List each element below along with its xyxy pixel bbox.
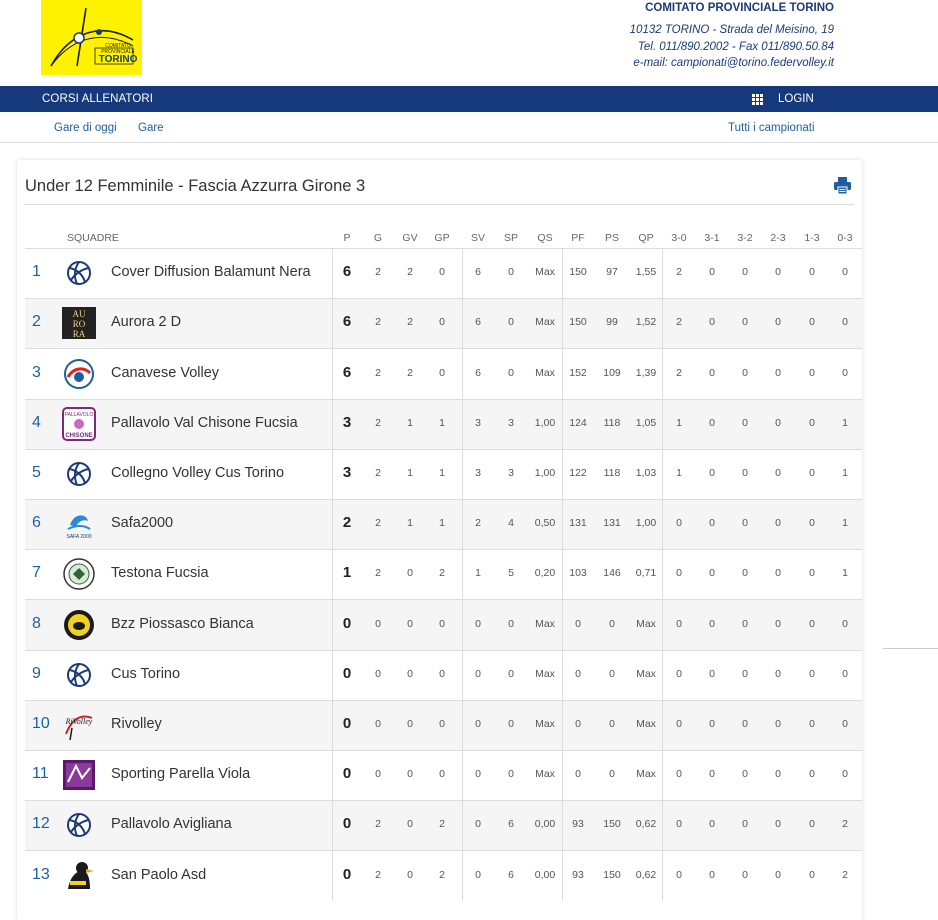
stat-cell: 0 [575, 768, 581, 781]
team-name[interactable]: Testona Fucsia [111, 565, 209, 582]
stat-cell: 0 [742, 466, 748, 479]
stat-cell: 0 [375, 667, 381, 680]
rank-number: 8 [32, 614, 41, 632]
logo-line-2: PROVINCIALE [101, 48, 135, 55]
stat-cell: 124 [569, 416, 587, 429]
stat-cell: 0 [709, 416, 715, 429]
stat-cell: 93 [572, 818, 584, 831]
stat-cell: 2 [439, 567, 445, 580]
stat-cell: 0 [709, 667, 715, 680]
stat-cell: 0 [809, 366, 815, 379]
column-header: SP [503, 232, 518, 244]
stat-cell: 0 [676, 517, 682, 530]
login-label: LOGIN [778, 93, 814, 105]
team-logo [62, 407, 96, 441]
stat-cell: 0 [407, 768, 413, 781]
stat-cell: 0 [407, 617, 413, 630]
column-separator [562, 248, 563, 901]
federvolley-logo[interactable] [41, 0, 142, 75]
stat-cell: 0 [742, 316, 748, 329]
stat-cell: 0 [775, 717, 781, 730]
stat-cell: 0 [775, 517, 781, 530]
stat-cell: 2 [676, 266, 682, 279]
stat-cell: 0 [508, 667, 514, 680]
stat-cell: 1 [676, 416, 682, 429]
column-header: 3-0 [671, 232, 687, 244]
points: 0 [342, 765, 352, 783]
stat-cell: 0 [508, 717, 514, 730]
stat-cell: Max [636, 667, 656, 680]
stat-cell: 0 [439, 617, 445, 630]
logo-line-3: TORINO [98, 54, 138, 65]
column-header: GP [434, 232, 450, 244]
stat-cell: 0 [439, 717, 445, 730]
column-header: QP [638, 232, 654, 244]
stat-cell: 0 [809, 868, 815, 881]
stat-cell: 2 [375, 416, 381, 429]
team-logo [62, 306, 96, 340]
points: 3 [342, 463, 352, 481]
stat-cell: 0 [407, 567, 413, 580]
rank-number: 10 [32, 714, 50, 732]
stat-cell: 131 [569, 517, 587, 530]
logo-text [96, 44, 140, 65]
stat-cell: 2 [375, 266, 381, 279]
stat-cell: 0 [742, 517, 748, 530]
stat-cell: 0 [475, 717, 481, 730]
stat-cell: 0 [575, 667, 581, 680]
stat-cell: 1,52 [635, 316, 657, 329]
rank-number: 11 [32, 765, 49, 783]
stat-cell: 0 [407, 818, 413, 831]
stat-cell: 2 [375, 366, 381, 379]
rank-number: 12 [32, 815, 50, 833]
stat-cell: 0 [709, 366, 715, 379]
svg-text:SAFA 2000: SAFA 2000 [66, 534, 92, 541]
stat-cell: 0 [407, 667, 413, 680]
stat-cell: 0 [775, 868, 781, 881]
team-name[interactable]: Pallavolo Val Chisone Fucsia [111, 414, 298, 431]
stat-cell: 0 [709, 266, 715, 279]
stat-cell: 0 [842, 768, 848, 781]
points: 6 [342, 313, 352, 331]
stat-cell: 150 [569, 266, 587, 279]
stat-cell: 4 [508, 517, 514, 530]
stat-cell: 0 [742, 768, 748, 781]
stat-cell: 1 [842, 416, 848, 429]
stat-cell: 0 [709, 818, 715, 831]
stat-cell: 6 [508, 868, 514, 881]
stat-cell: 131 [603, 517, 621, 530]
team-logo [62, 507, 96, 541]
title-divider [25, 204, 854, 205]
team-name[interactable]: Cover Diffusion Balamunt Nera [111, 264, 311, 281]
stat-cell: 1,55 [635, 266, 657, 279]
column-separator [662, 248, 663, 901]
stat-cell: 0 [809, 567, 815, 580]
stat-cell: 0 [709, 717, 715, 730]
contact-block [534, 2, 834, 72]
stat-cell: 1 [439, 416, 445, 429]
stat-cell: Max [535, 667, 555, 680]
phone-fax: Tel. 011/890.2002 - Fax 011/890.50.84 [637, 40, 834, 53]
rank-number: 1 [32, 263, 41, 281]
stat-cell: 6 [475, 366, 481, 379]
stat-cell: 3 [508, 466, 514, 479]
stat-cell: 0 [775, 667, 781, 680]
svg-text:RA: RA [72, 329, 86, 340]
svg-text:RiVolley: RiVolley [65, 716, 93, 726]
stat-cell: 0 [742, 366, 748, 379]
stat-cell: 0 [609, 667, 615, 680]
stat-cell: 0 [742, 567, 748, 580]
stat-cell: 0 [809, 818, 815, 831]
rank-number: 13 [32, 865, 50, 883]
stat-cell: 2 [375, 316, 381, 329]
stat-cell: 3 [508, 416, 514, 429]
stat-cell: 0 [775, 567, 781, 580]
stat-cell: Max [535, 717, 555, 730]
stat-cell: 0 [475, 868, 481, 881]
column-header: 0-3 [837, 232, 853, 244]
stat-cell: 0 [742, 667, 748, 680]
column-separator [332, 248, 333, 901]
stat-cell: 0 [475, 768, 481, 781]
column-header: P [343, 232, 351, 244]
stat-cell: 1 [439, 466, 445, 479]
points: 6 [342, 263, 352, 281]
team-name[interactable]: Bzz Piossasco Bianca [111, 615, 254, 632]
column-header: QS [537, 232, 553, 244]
stat-cell: Max [535, 768, 555, 781]
column-header: PF [571, 232, 585, 244]
stat-cell: 0 [742, 868, 748, 881]
points: 0 [342, 614, 352, 632]
stat-cell: 1 [407, 466, 413, 479]
stat-cell: 0 [709, 768, 715, 781]
sub-navbar [0, 112, 938, 143]
stat-cell: 2 [375, 818, 381, 831]
column-header: 3-2 [737, 232, 753, 244]
stat-cell: 1,05 [635, 416, 657, 429]
stat-cell: 0 [809, 717, 815, 730]
stat-cell: 2 [375, 466, 381, 479]
stat-cell: 93 [572, 868, 584, 881]
rank-number: 4 [32, 413, 41, 431]
stat-cell: Max [535, 266, 555, 279]
stat-cell: 0 [676, 667, 682, 680]
team-logo [62, 557, 96, 591]
rank-number: 7 [32, 564, 41, 582]
svg-text:AU: AU [72, 309, 86, 320]
team-logo [62, 457, 96, 491]
team-name[interactable]: San Paolo Asd [111, 866, 207, 883]
column-header: G [373, 232, 383, 244]
stat-cell: 2 [842, 868, 848, 881]
stat-cell: 0 [775, 316, 781, 329]
stat-cell: 1 [407, 416, 413, 429]
stat-cell: 0 [439, 266, 445, 279]
points: 3 [342, 413, 352, 431]
stat-cell: 0 [775, 366, 781, 379]
rank-number: 5 [32, 463, 41, 481]
svg-text:PALLAVOLO: PALLAVOLO [64, 411, 94, 418]
stat-cell: 2 [375, 868, 381, 881]
points: 0 [342, 865, 352, 883]
team-name[interactable]: Sporting Parella Viola [111, 766, 251, 783]
stat-cell: 0,62 [635, 868, 657, 881]
team-logo [62, 256, 96, 290]
stat-cell: 0 [475, 667, 481, 680]
stat-cell: 3 [475, 466, 481, 479]
stat-cell: 0 [709, 567, 715, 580]
team-logo [62, 859, 96, 893]
stat-cell: 0 [742, 717, 748, 730]
stat-cell: 99 [606, 316, 618, 329]
stat-cell: 0 [575, 717, 581, 730]
stat-cell: 1,39 [635, 366, 657, 379]
stat-cell: 2 [375, 567, 381, 580]
points: 0 [342, 714, 352, 732]
stat-cell: 2 [407, 316, 413, 329]
stat-cell: 122 [569, 466, 587, 479]
stat-cell: 118 [603, 466, 621, 479]
stat-cell: 0 [375, 717, 381, 730]
stat-cell: 150 [569, 316, 587, 329]
stat-cell: 0 [809, 266, 815, 279]
site-header [0, 0, 938, 86]
stat-cell: 0 [609, 768, 615, 781]
stat-cell: 0 [439, 768, 445, 781]
logo-line-1: COMITATO [105, 43, 131, 49]
stat-cell: 0 [775, 266, 781, 279]
stat-cell: 0 [809, 316, 815, 329]
stat-cell: 2 [676, 366, 682, 379]
stat-cell: 0 [439, 366, 445, 379]
stat-cell: 1 [407, 517, 413, 530]
login-button[interactable] [752, 93, 814, 105]
stat-cell: 0 [609, 617, 615, 630]
team-logo [62, 608, 96, 642]
stat-cell: Max [535, 617, 555, 630]
link-gare-di-oggi[interactable]: Gare di oggi [54, 122, 117, 134]
email[interactable]: e-mail: campionati@torino.federvolley.it [633, 57, 834, 69]
stat-cell: 2 [407, 366, 413, 379]
org-name: COMITATO PROVINCIALE TORINO [645, 2, 834, 14]
stat-cell: 1 [842, 517, 848, 530]
stat-cell: 0 [809, 617, 815, 630]
stat-cell: 2 [439, 868, 445, 881]
team-logo [62, 708, 96, 742]
stat-cell: 0,50 [534, 517, 556, 530]
stat-cell: Max [636, 717, 656, 730]
print-icon[interactable] [834, 177, 851, 194]
stat-cell: 0 [742, 617, 748, 630]
stat-cell: Max [636, 617, 656, 630]
panel-title: Under 12 Femminile - Fascia Azzurra Girone 3 [25, 177, 366, 195]
stat-cell: 0 [809, 416, 815, 429]
link-gare[interactable]: Gare [138, 122, 164, 134]
stat-cell: 1 [475, 567, 481, 580]
stat-cell: 0 [508, 768, 514, 781]
team-logo [62, 658, 96, 692]
stat-cell: Max [636, 768, 656, 781]
stat-cell: 0 [842, 667, 848, 680]
stat-cell: 118 [603, 416, 621, 429]
points: 6 [342, 363, 352, 381]
stat-cell: 1,00 [534, 466, 556, 479]
stat-cell: 0 [475, 617, 481, 630]
stat-cell: 0 [407, 717, 413, 730]
column-header: SQUADRE [67, 232, 119, 244]
stat-cell: 0 [676, 868, 682, 881]
stat-cell: 0 [676, 818, 682, 831]
stat-cell: 0 [709, 617, 715, 630]
stat-cell: 0 [842, 617, 848, 630]
team-name[interactable]: Aurora 2 D [111, 314, 182, 331]
stat-cell: 3 [475, 416, 481, 429]
stat-cell: 0 [775, 818, 781, 831]
nav-corsi-allenatori[interactable]: CORSI ALLENATORI [42, 93, 154, 105]
stat-cell: 0 [809, 667, 815, 680]
team-name[interactable]: Rivolley [111, 715, 162, 732]
stat-cell: 0 [575, 617, 581, 630]
stat-cell: 0 [375, 617, 381, 630]
column-header: 1-3 [804, 232, 820, 244]
rank-number: 9 [32, 664, 41, 682]
stat-cell: 2 [407, 266, 413, 279]
address: 10132 TORINO - Strada del Meisino, 19 [629, 24, 834, 36]
stat-cell: 0 [475, 818, 481, 831]
column-header: 3-1 [704, 232, 720, 244]
stat-cell: 0 [508, 366, 514, 379]
rank-number: 3 [32, 363, 41, 381]
stat-cell: 0,71 [635, 567, 657, 580]
team-logo [62, 758, 96, 792]
stat-cell: 0 [842, 366, 848, 379]
grid-icon [752, 94, 763, 105]
team-name[interactable]: Safa2000 [111, 515, 174, 532]
stat-cell: 1 [842, 466, 848, 479]
stat-cell: 0 [775, 466, 781, 479]
stat-cell: 146 [603, 567, 621, 580]
stat-cell: 0 [775, 617, 781, 630]
stat-cell: Max [535, 316, 555, 329]
link-tutti-i-campionati[interactable]: Tutti i campionati [728, 122, 815, 134]
stat-cell: 0 [439, 667, 445, 680]
stat-cell: 109 [603, 366, 621, 379]
stat-cell: 0 [676, 567, 682, 580]
stat-cell: 0,00 [534, 818, 556, 831]
team-name[interactable]: Collegno Volley Cus Torino [111, 464, 285, 481]
stat-cell: 0 [742, 818, 748, 831]
stat-cell: 0 [842, 316, 848, 329]
column-header: GV [402, 232, 418, 244]
stat-cell: 2 [842, 818, 848, 831]
stat-cell: 0 [609, 717, 615, 730]
stat-cell: 0 [676, 617, 682, 630]
stat-cell: 103 [569, 567, 587, 580]
team-name[interactable]: Cus Torino [111, 665, 181, 682]
points: 2 [342, 514, 352, 532]
stat-cell: 0,20 [534, 567, 556, 580]
stat-cell: 0 [676, 717, 682, 730]
stat-cell: Max [535, 366, 555, 379]
stat-cell: 0 [375, 768, 381, 781]
points: 0 [342, 815, 352, 833]
stat-cell: 0 [508, 617, 514, 630]
svg-text:CHISONE: CHISONE [65, 432, 93, 439]
stat-cell: 2 [676, 316, 682, 329]
stat-cell: 6 [475, 266, 481, 279]
svg-text:RO: RO [72, 319, 86, 330]
side-divider [883, 648, 938, 649]
stat-cell: 0 [709, 517, 715, 530]
points: 1 [342, 564, 352, 582]
column-header: 2-3 [770, 232, 786, 244]
team-name[interactable]: Pallavolo Avigliana [111, 816, 232, 833]
stat-cell: 1,03 [635, 466, 657, 479]
stat-cell: 0 [842, 266, 848, 279]
stat-cell: 1,00 [635, 517, 657, 530]
team-logo [62, 357, 96, 391]
stat-cell: 0,62 [635, 818, 657, 831]
stat-cell: 0 [407, 868, 413, 881]
main-navbar [0, 86, 938, 112]
stat-cell: 0 [809, 517, 815, 530]
column-header: SV [470, 232, 485, 244]
stat-cell: 0 [742, 266, 748, 279]
stat-cell: 0,00 [534, 868, 556, 881]
stat-cell: 0 [775, 768, 781, 781]
stat-cell: 2 [475, 517, 481, 530]
team-name[interactable]: Canavese Volley [111, 364, 220, 381]
stat-cell: 1 [676, 466, 682, 479]
stat-cell: 0 [676, 768, 682, 781]
stat-cell: 0 [809, 768, 815, 781]
stat-cell: 0 [742, 416, 748, 429]
stat-cell: 0 [508, 316, 514, 329]
rank-number: 6 [32, 514, 41, 532]
stat-cell: 1 [842, 567, 848, 580]
stat-cell: 0 [709, 316, 715, 329]
column-header: PS [604, 232, 619, 244]
team-logo [62, 808, 96, 842]
stat-cell: 97 [606, 266, 618, 279]
stat-cell: 0 [508, 266, 514, 279]
stat-cell: 150 [603, 818, 621, 831]
stat-cell: 5 [508, 567, 514, 580]
stat-cell: 152 [569, 366, 587, 379]
stat-cell: 0 [709, 466, 715, 479]
stat-cell: 0 [809, 466, 815, 479]
points: 0 [342, 664, 352, 682]
stat-cell: 0 [439, 316, 445, 329]
stat-cell: 0 [775, 416, 781, 429]
stat-cell: 1,00 [534, 416, 556, 429]
stat-cell: 1 [439, 517, 445, 530]
stat-cell: 150 [603, 868, 621, 881]
stat-cell: 6 [508, 818, 514, 831]
column-separator [462, 248, 463, 901]
stat-cell: 2 [439, 818, 445, 831]
stat-cell: 0 [842, 717, 848, 730]
stat-cell: 6 [475, 316, 481, 329]
rank-number: 2 [32, 313, 41, 331]
stat-cell: 2 [375, 517, 381, 530]
stat-cell: 0 [709, 868, 715, 881]
